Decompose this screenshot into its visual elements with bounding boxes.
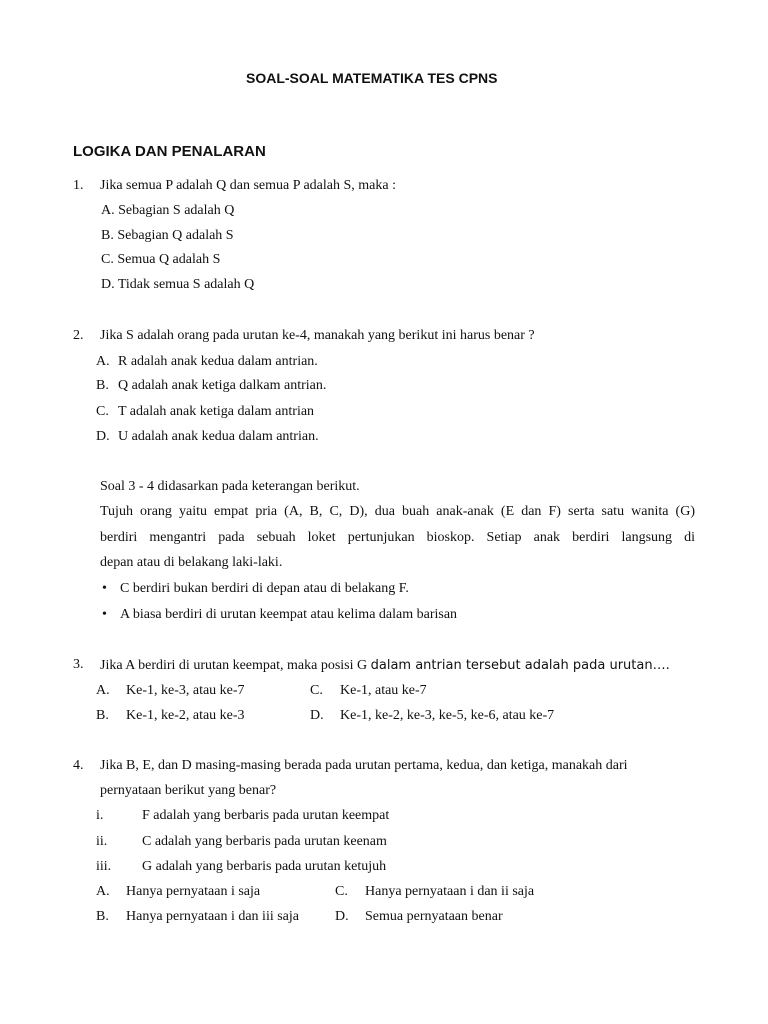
- question-text-part: Jika A berdiri di urutan keempat, maka posisi G: [100, 658, 371, 673]
- answer-option: D. Tidak semua S adalah Q: [101, 277, 255, 292]
- question-number: 2.: [73, 328, 84, 343]
- context-paragraph-line: Tujuh orang yaitu empat pria (A, B, C, D), dua buah anak-anak (E dan F) serta satu wanita (G): [100, 504, 695, 519]
- answer-option: Semua pernyataan benar: [365, 909, 503, 924]
- bullet-icon: •: [102, 581, 107, 596]
- bullet-icon: •: [102, 607, 107, 622]
- answer-option: Hanya pernyataan i saja: [126, 884, 261, 899]
- section-heading: LOGIKA DAN PENALARAN: [73, 143, 266, 160]
- option-letter: A.: [96, 884, 110, 899]
- statement-numeral: i.: [96, 808, 104, 823]
- question-text: Jika B, E, dan D masing-masing berada pada urutan pertama, kedua, dan ketiga, manakah dari: [100, 758, 628, 773]
- question-text-part: dalam antrian tersebut adalah pada urutan: [370, 658, 653, 673]
- option-letter: B.: [96, 378, 109, 393]
- option-letter: D.: [310, 708, 324, 723]
- answer-option: T adalah anak ketiga dalam antrian: [118, 404, 315, 419]
- option-letter: B.: [96, 708, 109, 723]
- option-letter: C.: [310, 683, 323, 698]
- page-title: SOAL-SOAL MATEMATIKA TES CPNS: [246, 70, 498, 86]
- question-number: 3.: [73, 657, 84, 672]
- answer-option: Ke-1, ke-2, atau ke-3: [126, 708, 245, 723]
- answer-option: U adalah anak kedua dalam antrian.: [118, 429, 319, 444]
- question-text: Jika S adalah orang pada urutan ke-4, manakah yang berikut ini harus benar ?: [100, 328, 535, 343]
- context-paragraph-line: berdiri mengantri pada sebuah loket pertunjukan bioskop. Setiap anak berdiri langsung di: [100, 530, 695, 545]
- answer-option: A. Sebagian S adalah Q: [101, 203, 235, 218]
- question-text: pernyataan berikut yang benar?: [100, 783, 277, 798]
- statement-numeral: ii.: [96, 834, 108, 849]
- option-letter: D.: [96, 429, 110, 444]
- option-letter: A.: [96, 354, 110, 369]
- bullet-item: C berdiri bukan berdiri di depan atau di belakang F.: [120, 581, 409, 596]
- option-letter: C.: [96, 404, 109, 419]
- answer-option: Ke-1, atau ke-7: [340, 683, 427, 698]
- statement-text: G adalah yang berbaris pada urutan ketujuh: [142, 859, 387, 874]
- answer-option: Ke-1, ke-3, atau ke-7: [126, 683, 245, 698]
- question-text: Jika semua P adalah Q dan semua P adalah S, maka :: [100, 178, 396, 193]
- context-intro: Soal 3 - 4 didasarkan pada keterangan berikut.: [100, 479, 360, 494]
- answer-option: B. Sebagian Q adalah S: [101, 228, 234, 243]
- answer-option: C. Semua Q adalah S: [101, 252, 221, 267]
- answer-option: Hanya pernyataan i dan ii saja: [365, 884, 535, 899]
- answer-option: Hanya pernyataan i dan iii saja: [126, 909, 299, 924]
- answer-option: Q adalah anak ketiga dalkam antrian.: [118, 378, 327, 393]
- answer-option: Ke-1, ke-2, ke-3, ke-5, ke-6, atau ke-7: [340, 708, 555, 723]
- question-number: 4.: [73, 758, 84, 773]
- context-paragraph-line: depan atau di belakang laki-laki.: [100, 555, 283, 570]
- question-number: 1.: [73, 178, 84, 193]
- option-letter: A.: [96, 683, 110, 698]
- statement-numeral: iii.: [96, 859, 112, 874]
- bullet-item: A biasa berdiri di urutan keempat atau kelima dalam barisan: [120, 607, 458, 622]
- question-text: [100, 656, 670, 675]
- option-letter: D.: [335, 909, 349, 924]
- statement-text: F adalah yang berbaris pada urutan keempat: [142, 808, 390, 823]
- option-letter: C.: [335, 884, 348, 899]
- statement-text: C adalah yang berbaris pada urutan keenam: [142, 834, 387, 849]
- ellipsis: ….: [652, 658, 670, 673]
- answer-option: R adalah anak kedua dalam antrian.: [118, 354, 318, 369]
- option-letter: B.: [96, 909, 109, 924]
